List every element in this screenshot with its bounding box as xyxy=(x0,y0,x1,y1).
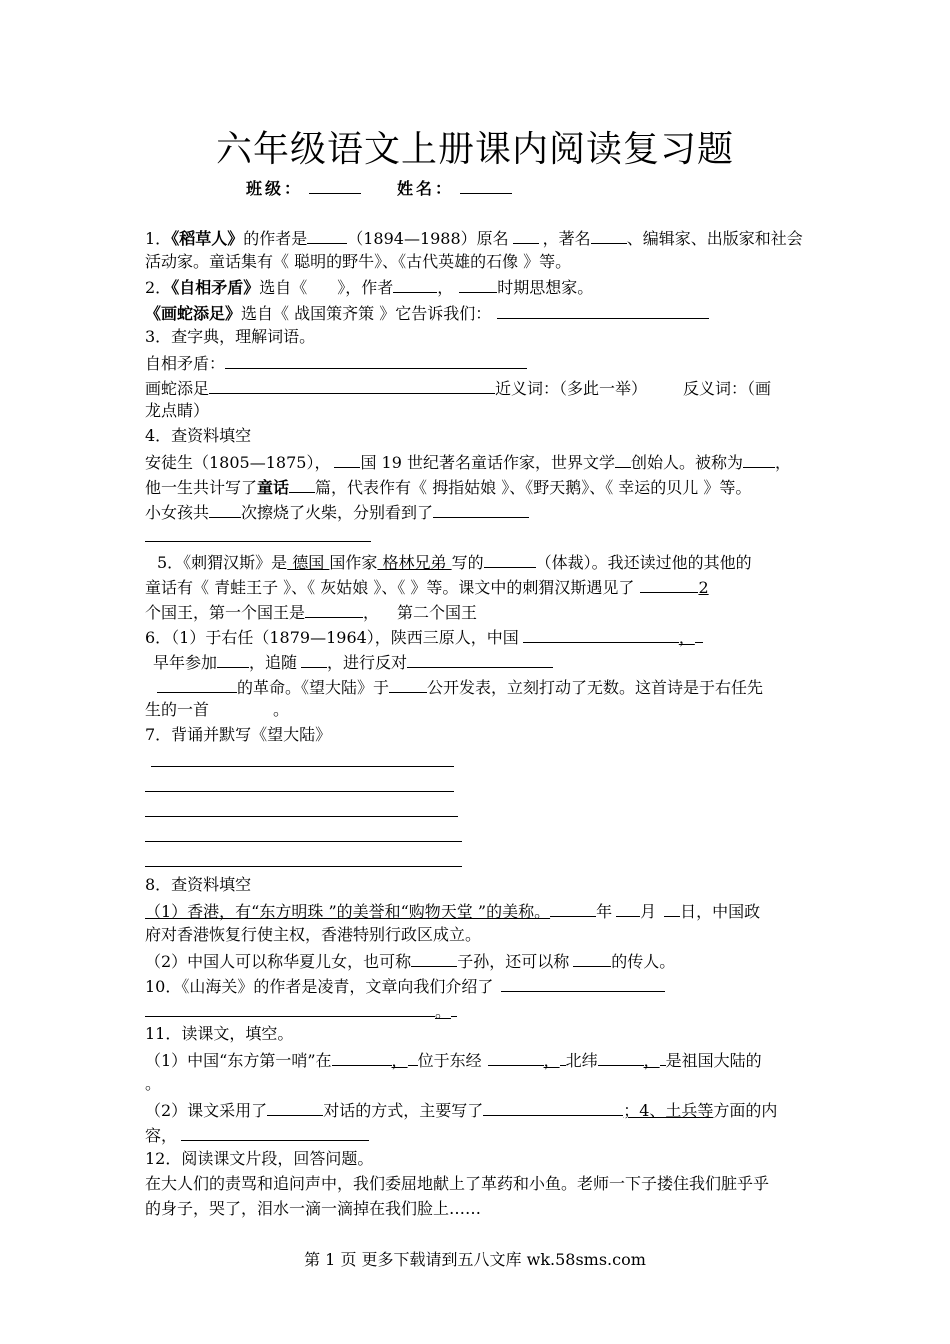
class-name-line xyxy=(246,176,512,199)
q1-line-2: 活动家。童话集有《 聪明的野牛》、《古代英雄的石像 》等。 xyxy=(145,252,572,271)
name-label: 姓名： xyxy=(397,179,455,198)
q10-line-1: 10．《山海关》的作者是凌青，文章向我们介绍了 xyxy=(145,975,665,997)
q12-heading: 12．阅读课文片段，回答问题。 xyxy=(145,1149,374,1168)
q2-book-2: 《画蛇添足》 xyxy=(145,304,242,323)
q11-blank-dialogue[interactable] xyxy=(267,1099,323,1116)
q5-line-1: 5．《刺猬汉斯》是 德国 国作家 格林兄弟 写的 （体裁）。我还读过他的其他的 xyxy=(157,553,752,572)
q2-line-2: 《画蛇添足》选自《 战国策齐策 》它告诉我们： xyxy=(145,302,709,324)
q4-heading: 4．查资料填空 xyxy=(145,426,252,445)
q5-blank-kings[interactable] xyxy=(640,576,698,593)
q5-blank-genre[interactable] xyxy=(484,551,536,568)
q8-blank-month[interactable] xyxy=(616,900,640,917)
q6-blank-role[interactable] xyxy=(523,626,679,643)
q2-blank-author[interactable] xyxy=(393,276,437,293)
q11-blank-latitude[interactable] xyxy=(598,1049,644,1066)
q8-line-3: （2）中国人可以称华夏儿女，也可称 子孙，还可以称 的传人。 xyxy=(145,952,676,971)
q4-line-2: 他一生共计写了童话 篇，代表作有《 拇指姑娘 》、《野天鹅》、《 幸运的贝儿 》等。 xyxy=(145,478,752,497)
q12-passage-line-2: 的身子，哭了，泪水一滴一滴掉在我们脸上…… xyxy=(145,1199,482,1218)
q11-line-1: （1）中国“东方第一哨”在 ， 位于东经 ， 北纬 ， 是祖国大陆的 xyxy=(145,1051,762,1070)
q6-line-3: 的革命。《望大陆》于 公开发表，立刻打动了无数。这首诗是于右任先 xyxy=(157,676,763,698)
q4-line-3: 小女孩共 次擦烧了火柴，分别看到了 xyxy=(145,501,529,523)
q8-blank-descendants[interactable] xyxy=(411,950,457,967)
q8-blank-year[interactable] xyxy=(550,900,596,917)
q11-heading: 11．读课文，填空。 xyxy=(145,1024,294,1043)
page-title: 六年级语文上册课内阅读复习题 xyxy=(215,129,734,170)
q4-blank-title[interactable] xyxy=(743,451,775,468)
q6-line-2: 早年参加 ，追随 ，进行反对 xyxy=(153,651,553,673)
q11-blank-content-2[interactable] xyxy=(181,1124,369,1141)
class-blank[interactable] xyxy=(309,179,361,194)
q3-word-2: 画蛇添足 近义词：（多此一举） 反义词：（画 xyxy=(145,379,772,398)
q2-line-1: 2．《自相矛盾》选自《 》，作者 ， 时期思想家。 xyxy=(145,278,594,297)
q7-write-line-2[interactable] xyxy=(145,791,454,792)
q6-line-1: 6．（1）于右任（1879—1964），陕西三原人，中国 ， xyxy=(145,626,703,648)
q8-blank-day[interactable] xyxy=(664,900,680,917)
q8-line-1: （1）香港，有“东方明珠 ”的美誉和“购物天堂 ”的美称。 年 月 日，中国政 xyxy=(145,902,761,921)
q4-answer-line[interactable] xyxy=(145,541,371,542)
q2-book: 《自相矛盾》 xyxy=(171,278,260,297)
q6-blank-followed[interactable] xyxy=(301,651,327,668)
name-blank[interactable] xyxy=(460,179,512,194)
q7-write-line-5[interactable] xyxy=(145,866,462,867)
q11-blank-location[interactable] xyxy=(332,1049,392,1066)
q11-line-3: 容， xyxy=(145,1124,369,1146)
q2-blank-moral[interactable] xyxy=(497,302,709,319)
q4-line-1: 安徒生（1805—1875）， 国 19 世纪著名童话作家，世界文学 创始人。被称为 ， xyxy=(145,453,792,472)
q3-blank-2[interactable] xyxy=(209,377,495,394)
page-footer: 第 1 页 更多下载请到五八文库 wk.58sms.com xyxy=(304,1250,646,1269)
q8-blank-heirs[interactable] xyxy=(573,950,611,967)
q6-blank-date[interactable] xyxy=(389,676,427,693)
q5-line-3: 个国王，第一个国王是 ， 第二个国王 xyxy=(145,603,478,622)
q1-blank-title[interactable] xyxy=(591,227,627,244)
q1-line-1: 1．《稻草人》的作者是 （1894—1988）原名 ，著名 、编辑家、出版家和社会 xyxy=(145,229,803,248)
q7-write-line-1[interactable] xyxy=(151,766,454,767)
q11-line-2: （2）课文采用了 对话的方式，主要写了 ；4、土兵等方面的内 xyxy=(145,1101,778,1120)
q11-blank-content[interactable] xyxy=(483,1099,623,1116)
class-label: 班级： xyxy=(246,179,304,198)
q4-blank-saw[interactable] xyxy=(433,501,529,518)
q7-write-line-3[interactable] xyxy=(145,816,458,817)
q3-heading: 3．查字典，理解词语。 xyxy=(145,327,316,346)
q2-blank-period[interactable] xyxy=(459,276,497,293)
q11-line-1-cont: 。 xyxy=(145,1074,162,1093)
q10-line-2: 。 xyxy=(145,1000,457,1022)
q1-blank-name[interactable] xyxy=(513,227,539,244)
q8-heading: 8．查资料填空 xyxy=(145,875,252,894)
q7-heading: 7．背诵并默写《望大陆》 xyxy=(145,725,332,744)
q11-blank-longitude[interactable] xyxy=(488,1049,544,1066)
q10-blank-1[interactable] xyxy=(501,975,665,992)
q7-write-line-4[interactable] xyxy=(145,841,462,842)
q1-blank-author[interactable] xyxy=(307,227,347,244)
q6-blank-opposed[interactable] xyxy=(407,651,553,668)
q3-word-2-cont: 龙点睛） xyxy=(145,401,210,420)
q12-passage-line-1: 在大人们的责骂和追问声中，我们委屈地献上了革药和小鱼。老师一下子搂住我们脏乎乎 xyxy=(145,1174,770,1193)
q5-line-2: 童话有《 青蛙王子 》、《 灰姑娘 》、《 》等。课文中的刺猬汉斯遇见了 2 xyxy=(145,578,709,597)
q6-blank-revolution[interactable] xyxy=(157,676,237,693)
q4-blank-genre[interactable] xyxy=(615,451,631,468)
q6-blank-joined[interactable] xyxy=(217,651,249,668)
q3-blank-1[interactable] xyxy=(225,352,527,369)
q4-blank-times[interactable] xyxy=(209,501,241,518)
q4-blank-country[interactable] xyxy=(334,451,360,468)
q3-word-1: 自相矛盾： xyxy=(145,352,527,374)
q4-blank-count[interactable] xyxy=(289,476,315,493)
q6-line-4: 生的一首 。 xyxy=(145,700,290,719)
q5-blank-king1[interactable] xyxy=(305,601,363,618)
q10-blank-2[interactable] xyxy=(145,1000,435,1017)
q1-book: 《稻草人》 xyxy=(171,229,244,248)
q8-line-2: 府对香港恢复行使主权，香港特别行政区成立。 xyxy=(145,925,482,944)
